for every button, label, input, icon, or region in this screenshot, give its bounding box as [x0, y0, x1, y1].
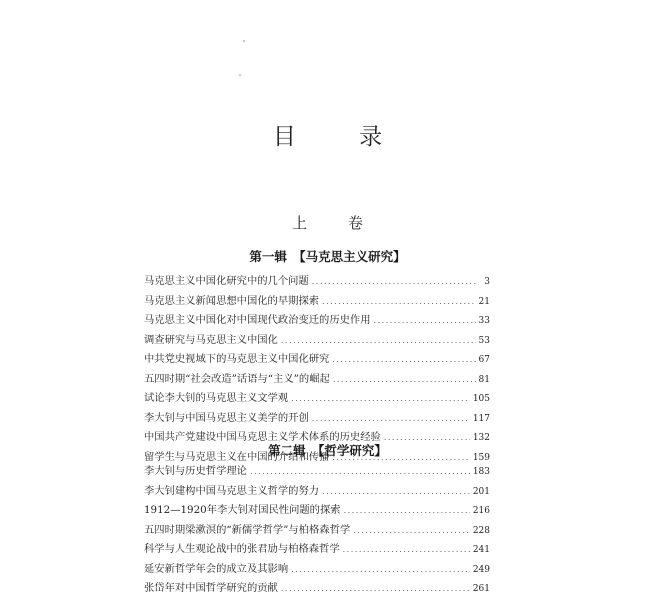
entry-page-number: 105: [472, 394, 490, 404]
entry-page-number: 183: [472, 467, 490, 477]
entry-title: 试论李大钊的马克思主义文学观: [144, 392, 289, 404]
entry-page-number: 21: [478, 296, 490, 307]
dot-leader: [332, 350, 475, 370]
entry-page-number: 81: [478, 374, 490, 385]
dot-leader: [343, 540, 470, 560]
entry-title: 1912—1920年李大钊对国民性问题的探索: [144, 504, 341, 516]
dot-leader: [281, 331, 476, 351]
entry-title: 调查研究与马克思主义中国化: [144, 333, 278, 346]
dot-leader: [291, 560, 470, 580]
dot-leader: [353, 521, 470, 541]
section-heading-text: 第二辑 【哲学研究】: [268, 443, 387, 458]
dot-leader: [312, 409, 470, 429]
section-heading-text: 第一辑 【马克思主义研究】: [249, 249, 406, 264]
entry-title: 留学生与马克思主义在中国的介绍和传播: [144, 450, 330, 463]
toc-entry[interactable]: [144, 482, 490, 502]
toc-entry[interactable]: [144, 462, 490, 482]
entry-page-number: 117: [472, 413, 490, 424]
toc-entry[interactable]: [144, 521, 490, 541]
toc-entry[interactable]: [144, 331, 490, 351]
toc-entry[interactable]: [144, 501, 490, 521]
dot-leader: [344, 501, 470, 521]
entry-title: 马克思主义中国化对中国现代政治变迁的历史作用: [144, 314, 371, 326]
entry-page-number: 216: [472, 506, 490, 516]
entry-title: 马克思主义中国化研究中的几个问题: [144, 275, 309, 287]
entry-page-number: 33: [478, 316, 490, 326]
entry-title: 科学与人生观论战中的张君劢与柏格森哲学: [144, 543, 340, 555]
entry-page-number: 132: [472, 433, 490, 443]
toc-entry[interactable]: [144, 560, 490, 580]
entry-title: 李大钊与历史哲学理论: [144, 465, 247, 477]
entry-title: 中国共产党建设中国马克思主义学术体系的历史经验: [144, 431, 381, 443]
entry-page-number: 3: [484, 277, 490, 287]
entry-page-number: 241: [472, 545, 490, 555]
section-heading-1: [0, 247, 655, 265]
entry-page-number: 201: [472, 486, 490, 497]
dot-leader: [333, 370, 476, 390]
entry-page-number: 53: [478, 335, 490, 346]
entry-page-number: 249: [472, 564, 490, 575]
toc-entry[interactable]: [144, 389, 490, 409]
entry-title: 张岱年对中国哲学研究的贡献: [144, 582, 278, 594]
volume-title: 上 卷: [292, 214, 381, 232]
toc-entry[interactable]: [144, 409, 490, 429]
entry-title: 中共党史视域下的马克思主义中国化研究: [144, 353, 330, 365]
scan-speck: [239, 74, 241, 76]
toc-list-section-2: [144, 462, 490, 599]
section-heading-2: [0, 441, 655, 459]
entry-page-number: 261: [472, 584, 490, 594]
entry-title: 李大钊与中国马克思主义美学的开创: [144, 411, 309, 424]
entry-title: 五四时期梁漱溟的“新儒学哲学”与柏格森哲学: [144, 523, 351, 536]
toc-entry[interactable]: [144, 370, 490, 390]
dot-leader: [250, 462, 470, 482]
dot-leader: [322, 292, 476, 312]
entry-page-number: 67: [478, 355, 490, 365]
entry-title: 五四时期“社会改造”话语与“主义”的崛起: [144, 372, 330, 385]
toc-entry[interactable]: [144, 311, 490, 331]
toc-list-section-1: [144, 272, 490, 467]
toc-entry[interactable]: [144, 540, 490, 560]
entry-title: 延安新哲学年会的成立及其影响: [144, 562, 289, 575]
dot-leader: [312, 272, 477, 292]
entry-title: 李大钊建构中国马克思主义哲学的努力: [144, 484, 320, 497]
dot-leader: [291, 389, 470, 409]
toc-entry[interactable]: [144, 579, 490, 599]
entry-page-number: 159: [472, 452, 490, 463]
page-title: 目 录: [272, 124, 411, 150]
entry-page-number: 228: [472, 525, 490, 536]
dot-leader: [281, 579, 470, 599]
toc-entry[interactable]: [144, 272, 490, 292]
toc-entry[interactable]: [144, 350, 490, 370]
dot-leader: [374, 311, 476, 331]
scan-speck: [243, 40, 245, 42]
dot-leader: [322, 482, 470, 502]
entry-title: 马克思主义新闻思想中国化的早期探索: [144, 294, 320, 307]
toc-entry[interactable]: [144, 292, 490, 312]
